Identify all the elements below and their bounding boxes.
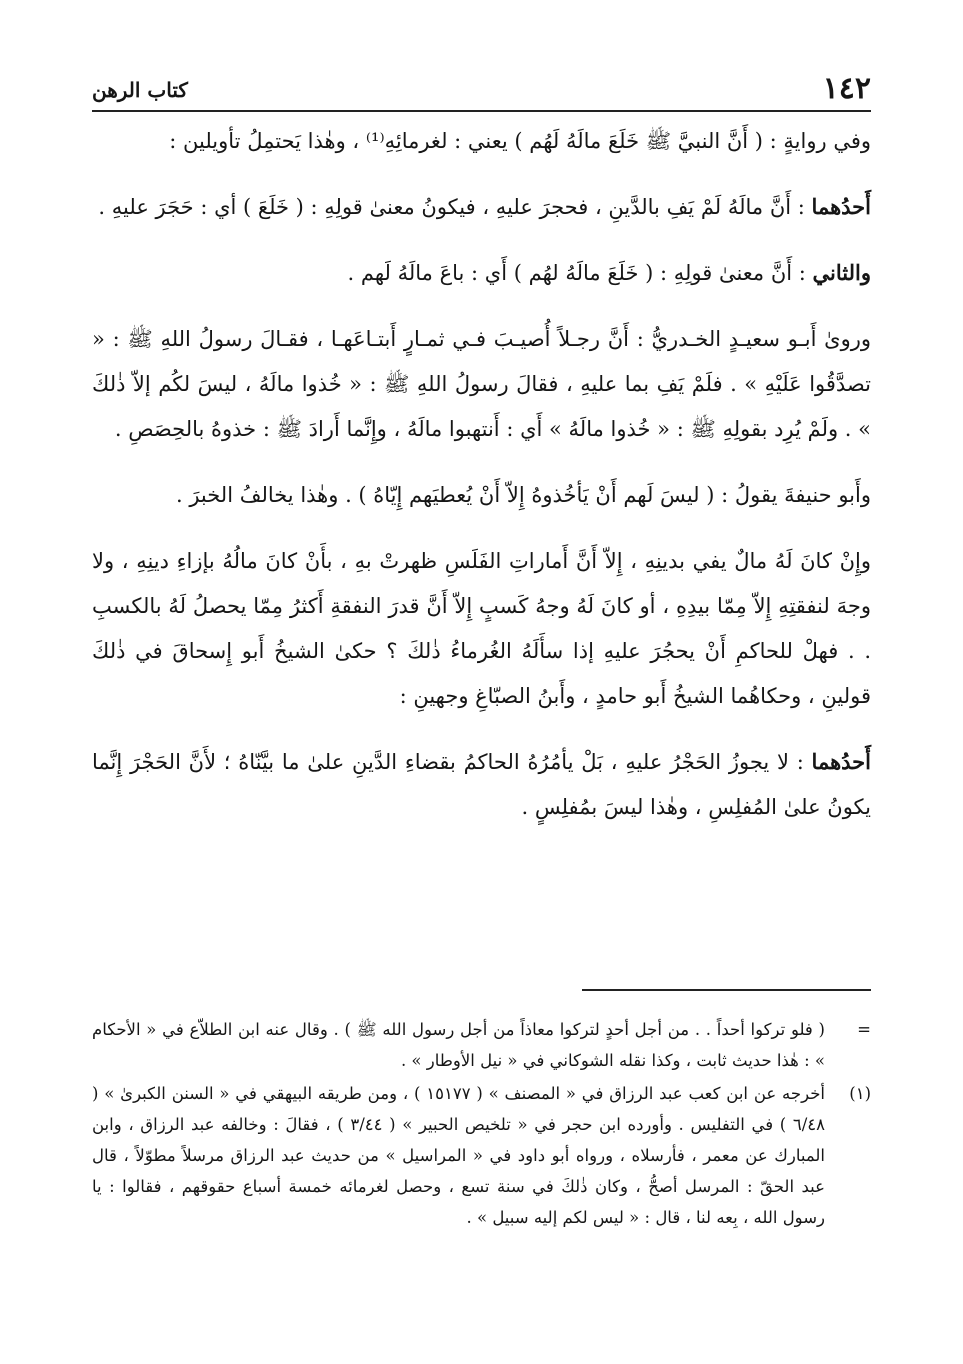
paragraph-lead: أَحدُهما (811, 194, 871, 219)
paragraph (92, 118, 871, 164)
footnotes (92, 1014, 871, 1235)
paragraph (92, 739, 871, 830)
paragraph (92, 316, 871, 452)
paragraph (92, 472, 871, 518)
paragraph (92, 538, 871, 719)
paragraph-text: وفي روايةٍ : ( أَنَّ النبيَّ ﷺ خَلَعَ مالَهُ لَهُم ) يعني : لغرمائِهِ⁽¹⁾ ، وهٰذا يَحتمِلُ تأويلين : (169, 129, 871, 153)
footnote-rule (582, 989, 871, 991)
footnote (92, 1078, 871, 1233)
footnote-text: ( فلو تركوا أحداً . . من أجل أحدٍ لتركوا معاذاً من أجل رسول الله ﷺ ) . وقال عنه ابن الطلاّع في « الأحكام » : هٰذا حديث ثابت ، وكذا نقله الشوكاني في « نيل الأوطار » . (92, 1020, 825, 1070)
paragraph-text: : لا يجوزُ الحَجْرُ عليهِ ، بَلْ يأمُرُهُ الحاكمُ بقضاءِ الدَّينِ علىٰ ما بيَّنّاهُ ؛ لأَنَّ الحَجْرَ إِنَّما يكونُ علىٰ المُفلِسِ ، وهٰذا ليسَ بمُفلِسٍ . (92, 750, 871, 819)
page-header (92, 72, 871, 106)
paragraph (92, 184, 871, 230)
page-number: ١٤٢ (822, 71, 871, 106)
footnote (92, 1014, 871, 1076)
paragraph-text: وأَبو حنيفةَ يقولُ : ( ليسَ لَهم أَنْ يَأخُذوهُ إِلاّ أَنْ يُعطيَهم إِيّاهُ ) . وهٰذا يخالفُ الخبرَ . (175, 483, 871, 507)
paragraph-text: وروىٰ أَبـو سعيـدٍ الخـدريُّ : أَنَّ رجـلاً أُصيـبَ فـي ثمـارٍ أَبتـاعَهـا ، فقـالَ رسولُ اللهِ ﷺ : « تصدَّقُوا عَلَيْهِ » . فلَمْ يَفِ بما عليهِ ، فقالَ رسولُ اللهِ ﷺ : « خُذوا مالَهُ ، ليسَ لكُم إلاّ ذٰلكَ » . ولَمْ يُرِد بقولِهِ ﷺ : « خُذوا مالَهُ » أَي : أَنتهبوا مالَهُ ، وإِنَّما أَرادَ ﷺ : خذوهُ بالحِصَصِ . (92, 327, 871, 441)
paragraph-text: وإِنْ كانَ لَهُ مالٌ يفي بدينِهِ ، إِلاّ أَنَّ أَماراتِ الفَلَسِ ظهرتْ بهِ ، بأَنْ كانَ مالُهُ بإزاءِ دينِهِ ، ولا وجهَ لنفقتِهِ إِلاّ مِمّا بيدِهِ ، أو كانَ لَهُ وجهُ كَسبٍ إِلاّ أَنَّ قدرَ النفقةِ أَكثرُ مِمّا يحصلُ لَهُ بالكسبِ . . فهلْ للحاكمِ أَنْ يحجُرَ عليهِ إذا سأَلَهُ الغُرماءُ ذٰلكَ ؟ حكىٰ الشيخُ أَبو إِسحاقَ في ذٰلكَ قولينِ ، وحكاهُما الشيخُ أَبو حامدٍ ، وأَبنُ الصبّاغِ وجهينِ : (92, 549, 871, 708)
main-text (92, 118, 871, 850)
footnote-marker: = (857, 1020, 871, 1039)
paragraph (92, 250, 871, 296)
header-rule (92, 110, 871, 112)
paragraph-lead: أَحدُهما (811, 749, 871, 774)
paragraph-text: : أَنَّ مالَهُ لَمْ يَفِ بالدَّينِ ، فحجرَ عليهِ ، فيكونُ معنىٰ قولِهِ : ( خَلَعَ ) أي : حَجَرَ عليهِ . (98, 195, 812, 219)
paragraph-lead: والثاني (812, 260, 871, 285)
footnote-text: أخرجه عن ابن كعب عبد الرزاق في « المصنف » ( ١٥١٧٧ ) ، ومن طريقه البيهقي في « السنن الكبرىٰ » ( ٦/٤٨ ) في التفليس . وأورده ابن حجر في « تلخيص الحبير » ( ٣/٤٤ ) ، فقالَ : وخالفه عبد الرزاق ، وابن المبارك عن معمر ، فأرسلاه ، ورواه أبو داود في « المراسيل » من حديث عبد الرزاق مرسلاً مطوّلاً ، قال عبد الحقّ : المرسل أصحُّ ، وكان ذٰلكَ في سنة تسع ، وحصل لغرمائه خمسة أسباع حقوقهم ، فقالوا : يا رسول الله ، بِعه لنا ، قال : « ليس لكم إليه سبيل » . (92, 1084, 826, 1227)
paragraph-text: : أَنَّ معنىٰ قولِهِ : ( خَلَعَ مالَهُ لهُم ) أَي : باعَ مالَهُ لَهم . (347, 261, 813, 285)
footnote-marker: (١) (849, 1084, 871, 1103)
running-title: كتاب الرهن (92, 78, 188, 102)
